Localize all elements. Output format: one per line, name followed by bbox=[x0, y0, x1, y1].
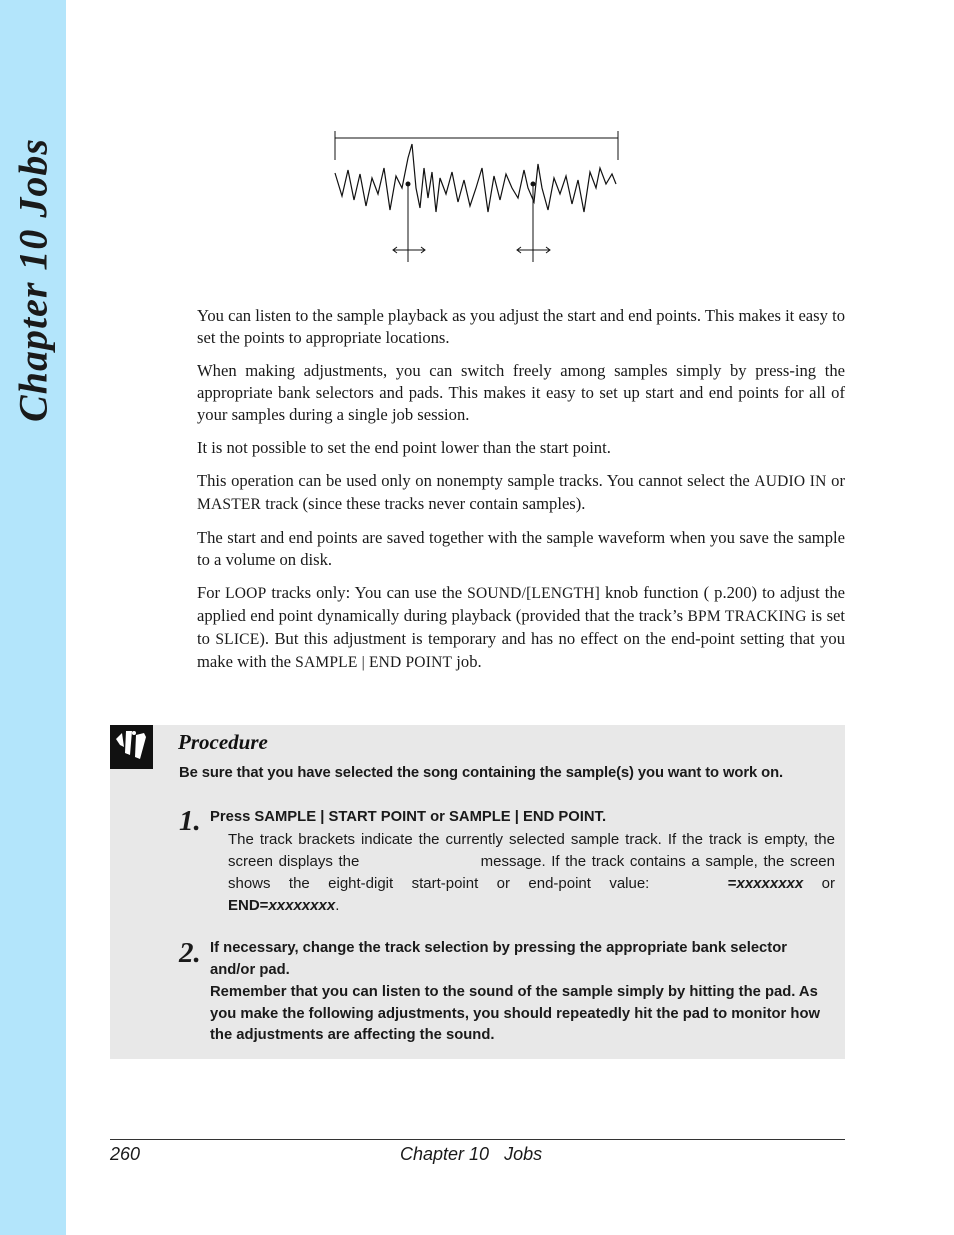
text: knob function ( p.200) to adjust the applied end point dynamically during playback (provided that the track’s bbox=[197, 583, 845, 625]
page-number: 260 bbox=[110, 1144, 141, 1164]
text: The track brackets indicate the currently selected sample track. If the track is empty, the screen displays the bbox=[228, 831, 835, 870]
text: is set to bbox=[197, 606, 845, 648]
chapter-side-tab bbox=[0, 0, 66, 1235]
paragraph-3: It is not possible to set the end point lower than the start point. bbox=[197, 438, 611, 457]
text: job. bbox=[452, 652, 482, 671]
procedure-icon bbox=[110, 725, 153, 769]
step-2-body: Remember that you can listen to the sound of the sample simply by hitting the pad. As you make the following adjustments, you should repeatedly hit the pad to monitor how the adjustments are affecting the sound. bbox=[210, 984, 821, 1043]
step-1-number: 1. bbox=[179, 805, 201, 837]
procedure-intro: Be sure that you have selected the song containing the sample(s) you want to work on. bbox=[179, 765, 784, 781]
equals-sign: = bbox=[727, 875, 737, 892]
body-text bbox=[197, 305, 845, 685]
chapter-side-title: Chapter 10 Jobs bbox=[10, 138, 56, 422]
step-2-heading: If necessary, change the track selection by pressing the appropriate bank selector and/or pad. bbox=[210, 940, 788, 978]
loop-label: LOOP bbox=[225, 585, 267, 602]
audio-in-label: AUDIO IN bbox=[754, 473, 827, 490]
bpm-tracking-label: BPM TRACKING bbox=[687, 608, 807, 625]
step-1-body bbox=[228, 829, 835, 917]
step-2-number: 2. bbox=[179, 937, 201, 969]
text: This operation can be used only on nonempty sample tracks. You cannot select the bbox=[197, 471, 755, 490]
text: ). But this adjustment is temporary and has no effect on the end-point setting that you make with the bbox=[197, 629, 845, 671]
master-label: MASTER bbox=[197, 496, 262, 513]
paragraph-4 bbox=[197, 470, 845, 516]
paragraph-5: The start and end points are saved together with the sample waveform when you save the sample to a volume on disk. bbox=[197, 528, 845, 569]
procedure-box bbox=[110, 725, 845, 1059]
waveform-diagram bbox=[330, 128, 622, 268]
text: or bbox=[826, 471, 845, 490]
footer-chapter-title: Chapter 10 Jobs bbox=[400, 1144, 543, 1164]
footer-rule bbox=[110, 1139, 845, 1140]
text: message. If the track contains a sample, the screen shows the eight-digit start-point or end-point value: bbox=[228, 853, 835, 892]
sound-length-label: SOUND/[LENGTH] bbox=[467, 585, 600, 602]
paragraph-6 bbox=[197, 582, 845, 674]
slice-label: SLICE bbox=[215, 631, 260, 648]
paragraph-1: You can listen to the sample playback as you adjust the start and end points. This makes it easy to set the points to appropriate locations. bbox=[197, 306, 845, 347]
text: tracks only: You can use the bbox=[266, 583, 468, 602]
end-label: END= bbox=[228, 897, 269, 914]
end-value-placeholder: xxxxxxxx bbox=[268, 897, 336, 914]
start-value-placeholder: xxxxxxxx bbox=[736, 875, 804, 892]
paragraph-2: When making adjustments, you can switch freely among samples simply by press-ing the appropriate bank selectors and pads. This makes it easy to set up start and end points for all of your samples during a single job session. bbox=[197, 361, 845, 424]
procedure-title: Procedure bbox=[178, 730, 268, 754]
text: track (since these tracks never contain samples). bbox=[261, 494, 586, 513]
sample-end-point-label: SAMPLE | END POINT bbox=[295, 654, 453, 671]
text: . bbox=[335, 897, 340, 914]
step-1-heading: Press SAMPLE | START POINT or SAMPLE | END POINT. bbox=[210, 809, 607, 825]
text: For bbox=[197, 583, 226, 602]
text: or bbox=[803, 875, 835, 892]
